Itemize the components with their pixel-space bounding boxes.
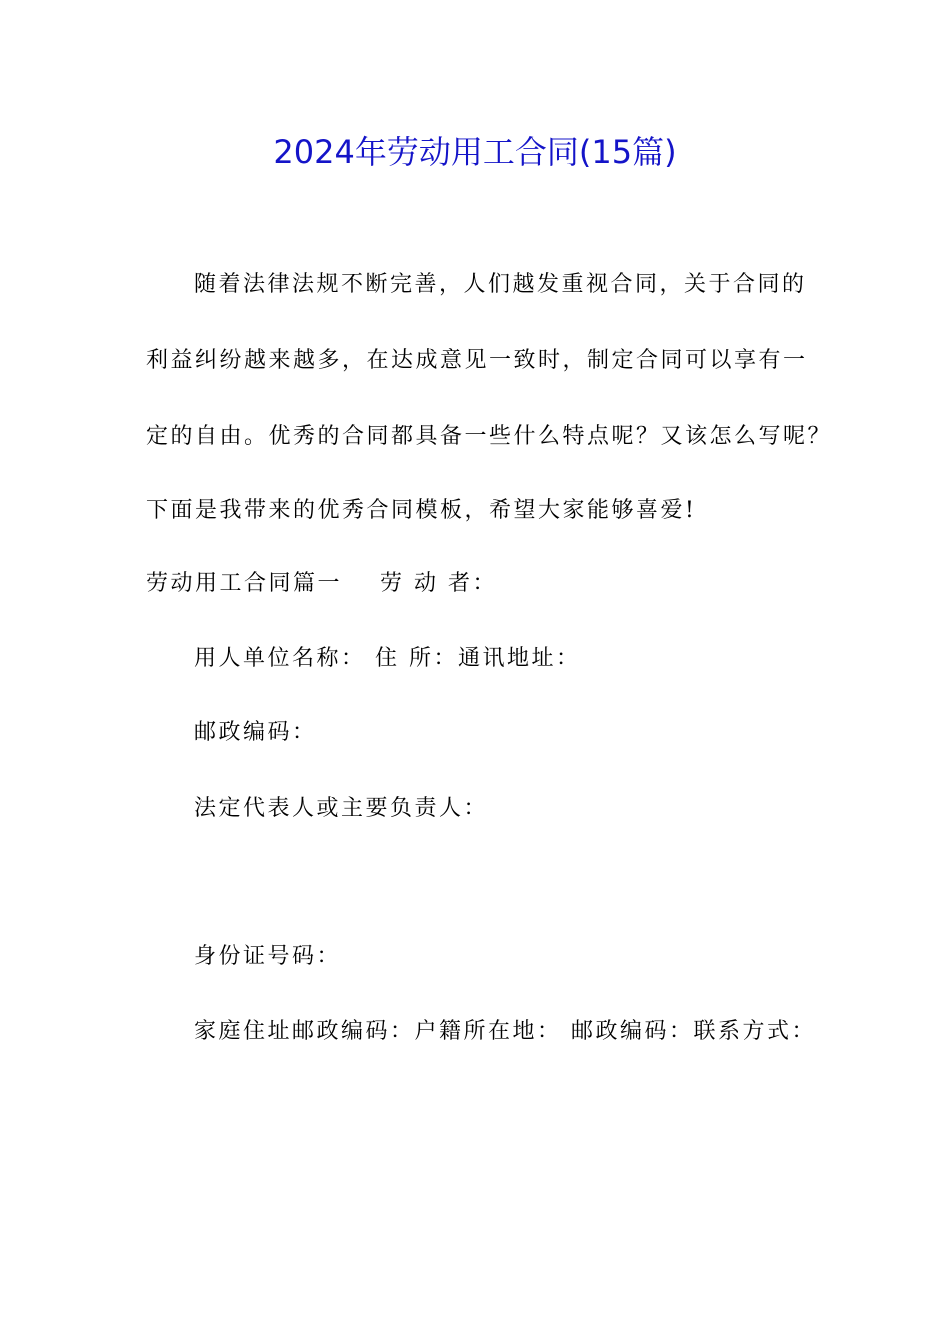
- legal-rep-field: 法定代表人或主要负责人：: [194, 796, 489, 821]
- document-title: 2024年劳动用工合同(15篇): [273, 133, 677, 171]
- id-number-field: 身份证号码：: [194, 944, 342, 969]
- postal-code-field: 邮政编码：: [194, 720, 317, 745]
- home-address-field-line: 家庭住址邮政编码：户籍所在地： 邮政编码：联系方式：: [194, 1019, 816, 1044]
- intro-line-3: 定的自由。优秀的合同都具备一些什么特点呢？又该怎么写呢？: [146, 424, 833, 449]
- employer-field-line: 用人单位名称： 住 所：通讯地址：: [194, 646, 581, 671]
- section-heading: 劳动用工合同篇一: [146, 571, 343, 596]
- intro-line-4: 下面是我带来的优秀合同模板，希望大家能够喜爱!: [146, 498, 697, 523]
- intro-line-1: 随着法律法规不断完善，人们越发重视合同，关于合同的: [194, 272, 807, 297]
- intro-line-2: 利益纠纷越来越多，在达成意见一致时，制定合同可以享有一: [146, 348, 808, 373]
- worker-label: 劳 动 者：: [380, 571, 498, 596]
- section-heading-line: [146, 567, 497, 601]
